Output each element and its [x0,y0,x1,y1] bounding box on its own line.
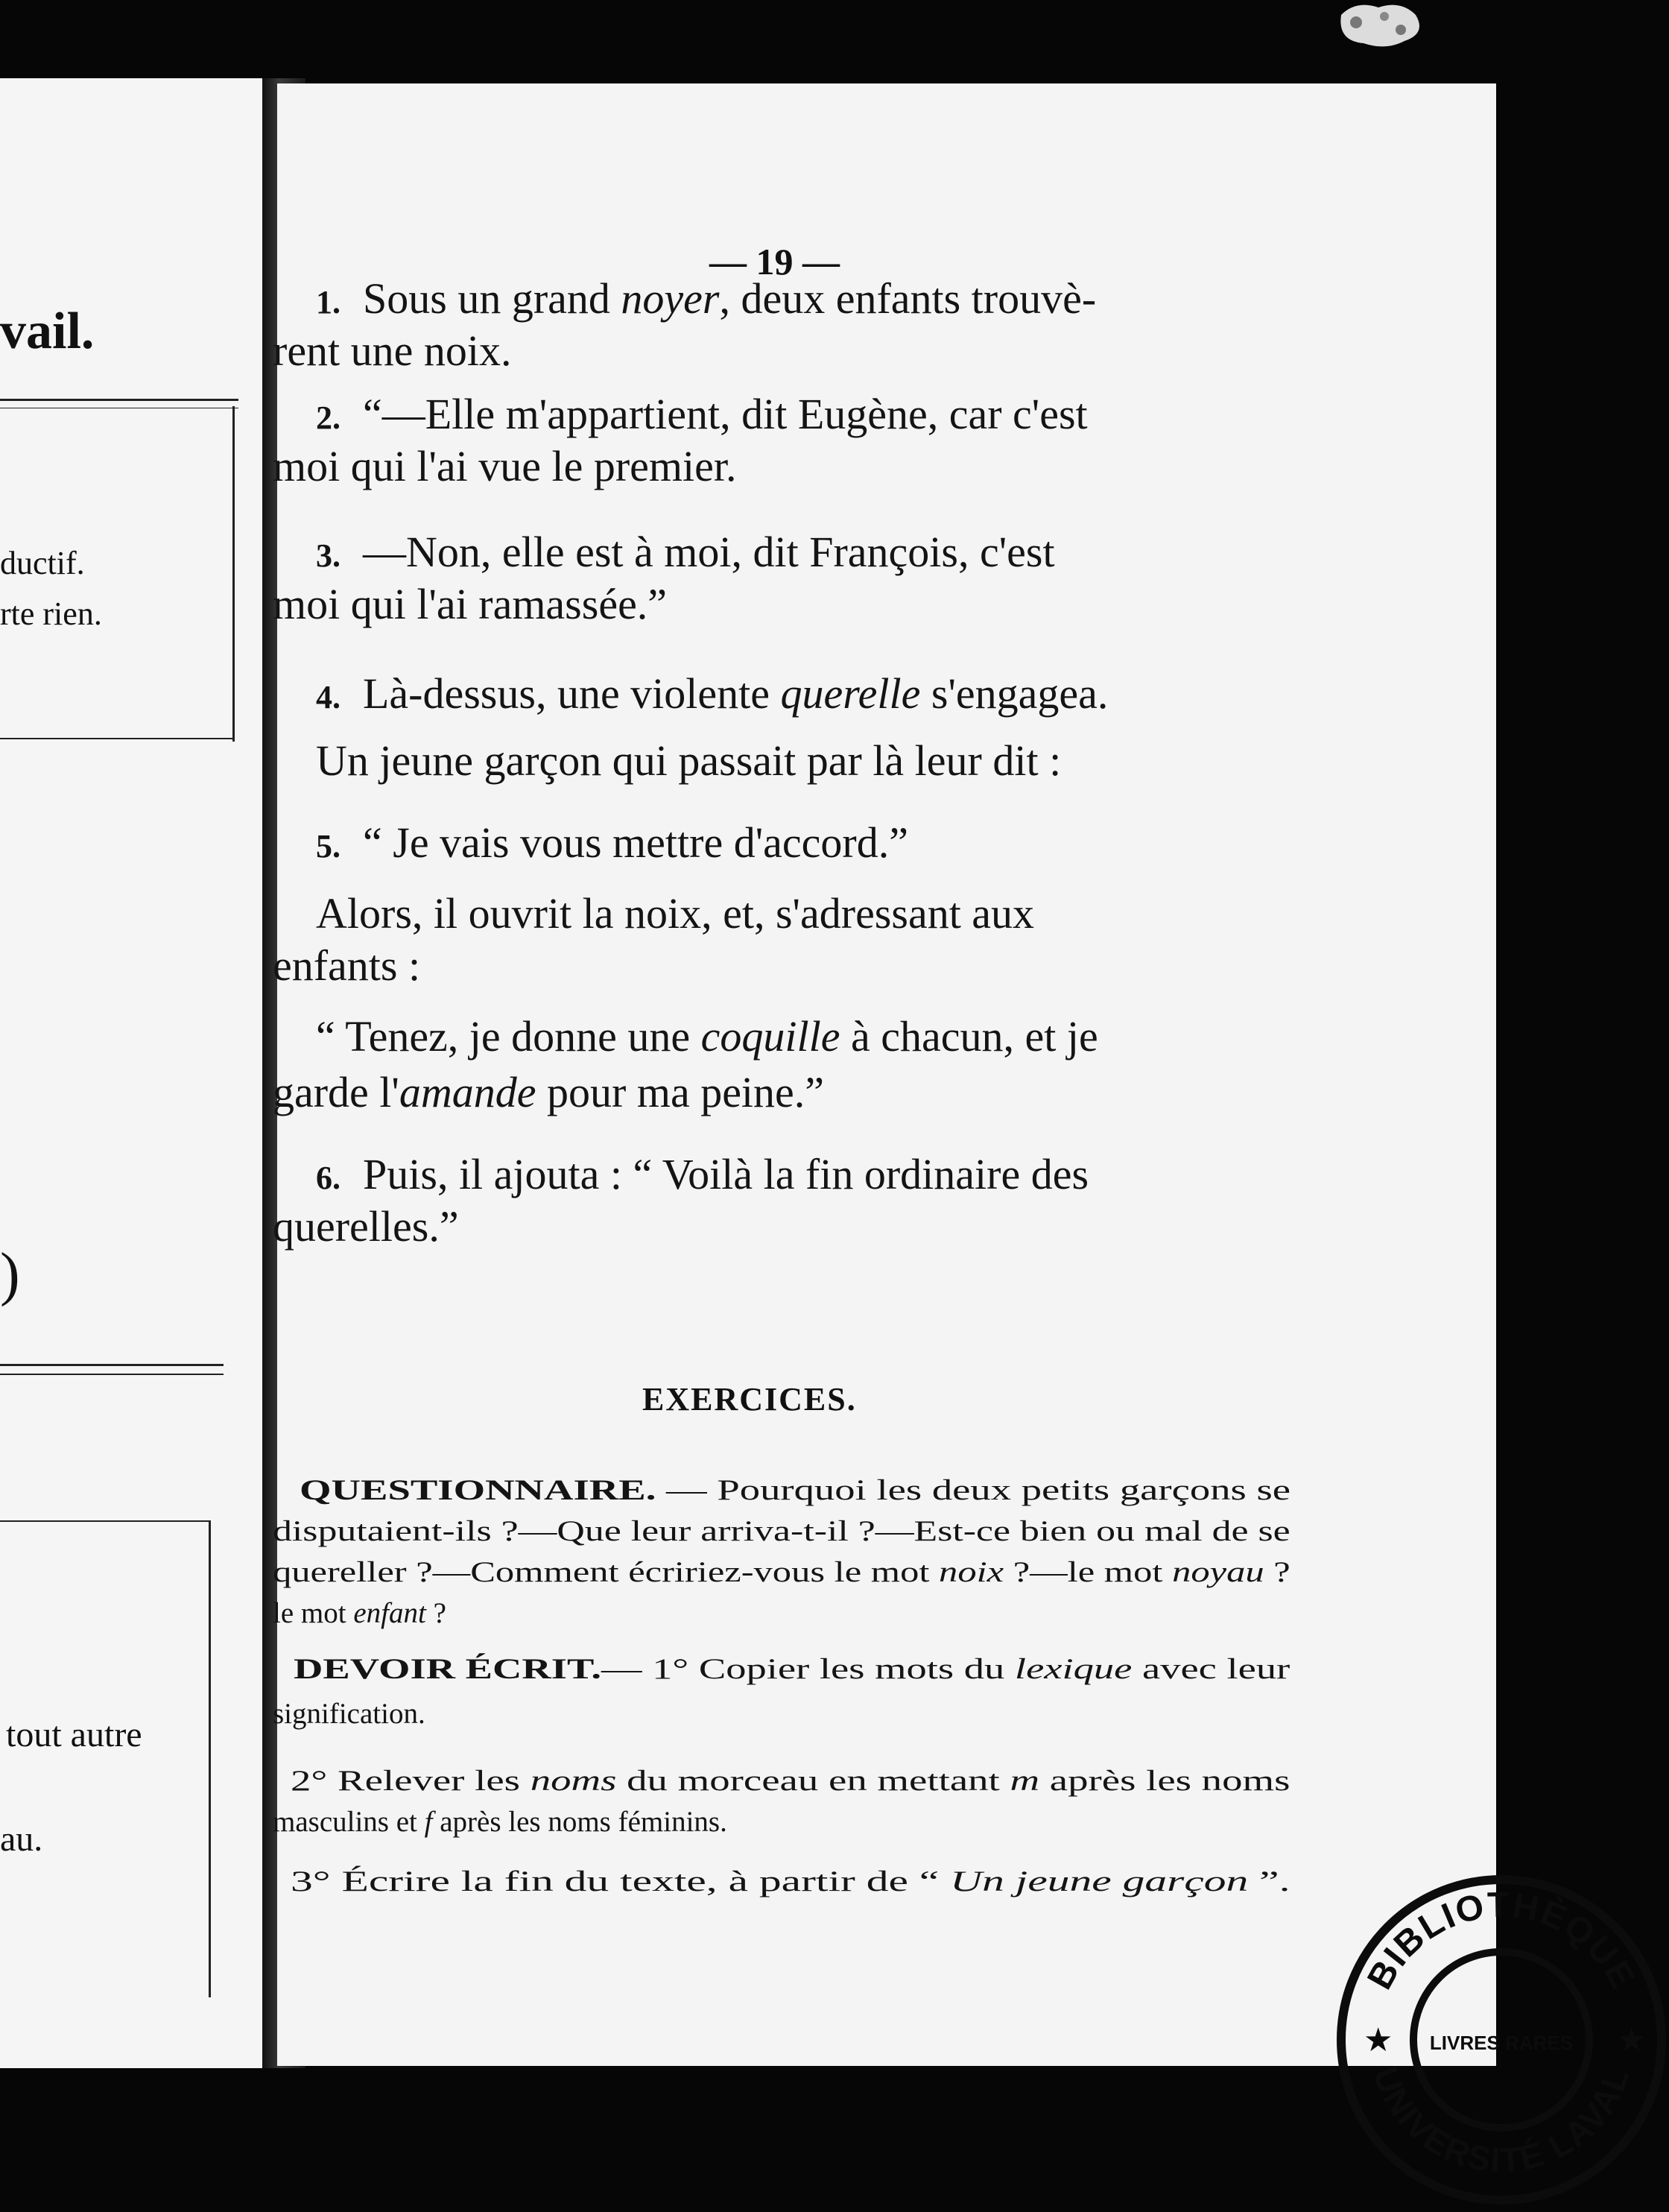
line-text: , deux enfants trouvè- [719,274,1097,323]
story-line [316,736,1061,786]
devoir-line [294,1652,1290,1686]
italic-word: noms [530,1765,617,1797]
story-line [316,527,1055,577]
line-text: “ Je vais vous mettre d'accord.” [363,818,908,867]
previous-page-fragment [0,78,262,2068]
paragraph-number: 1. [316,284,341,320]
line-text: garde l' [273,1068,399,1116]
line-text: rent une noix. [273,326,512,375]
line-text: Là-dessus, une violente [363,669,781,718]
questionnaire-label: QUESTIONNAIRE. [300,1474,656,1506]
line-text: 3° Écrire la fin du texte, à partir de “ [291,1865,951,1897]
story-line [316,274,1096,323]
italic-word: noix [939,1556,1004,1588]
paragraph-number: 6. [316,1160,341,1196]
line-text: ?—le mot [1004,1556,1173,1588]
line-text: après les noms [1039,1765,1290,1797]
left-fragment-line: ductif. [0,545,85,581]
paragraph-number: 3. [316,537,341,574]
line-text: du morceau en mettant [616,1765,1010,1797]
italic-word: querelle [780,669,921,718]
italic-word: amande [399,1068,536,1116]
story-line [316,1149,1089,1199]
left-fragment-title: vail. [0,303,95,360]
story-line [273,579,667,629]
left-rule [0,1374,224,1375]
story-line [316,1011,1098,1061]
line-text: après les noms féminins. [432,1806,727,1838]
devoir-label: DEVOIR ÉCRIT. [294,1653,601,1685]
left-box-border [232,406,235,742]
left-fragment-line: rte rien. [0,595,102,632]
exercises-heading: EXERCICES. [642,1381,857,1418]
line-text: moi qui l'ai vue le premier. [273,442,737,490]
line-text: le mot [273,1597,354,1629]
svg-text:BIBLIOTHÈQUE: BIBLIOTHÈQUE [1360,1885,1643,1996]
questionnaire-line [273,1514,1290,1548]
story-line [273,1067,824,1117]
italic-word: f [424,1806,433,1838]
story-line [273,326,512,376]
line-text: —Non, elle est à moi, dit François, c'est [363,528,1055,576]
line-text: ? [425,1597,446,1629]
line-text: querelles.” [273,1202,459,1251]
line-text: à chacun, et je [840,1012,1098,1061]
line-text: — Pourquoi les deux petits garçons se [656,1474,1290,1506]
line-text: enfants : [273,941,421,990]
line-text: signification. [273,1698,425,1730]
story-line [316,389,1088,439]
left-box-border [209,1520,211,1997]
questionnaire-line [273,1555,1290,1589]
questionnaire-line [300,1473,1290,1507]
italic-word: lexique [1014,1653,1133,1685]
star-icon: ★ [1617,2021,1647,2059]
line-text: — 1° Copier les mots du [601,1653,1015,1685]
library-stamp [1334,1872,1669,2208]
book-page [273,83,1647,2180]
line-text: 2° Relever les [291,1765,531,1797]
line-text: s'engagea. [920,669,1109,718]
line-text: “ Tenez, je donne une [316,1012,701,1061]
left-rule [0,399,238,401]
italic-word: noyer [621,274,720,323]
line-text: Alors, il ouvrit la noix, et, s'adressant aux [316,889,1035,938]
stamp-center-text: LIVRES RARES [1429,2032,1574,2054]
story-line [316,888,1034,938]
page-number: — 19 — [709,241,840,282]
line-text: “—Elle m'appartient, dit Eugène, car c'est [363,390,1088,438]
svg-text:UNIVERSITÉ LAVAL: UNIVERSITÉ LAVAL [1366,2061,1637,2180]
story-line [273,1201,459,1251]
line-text: moi qui l'ai ramassée.” [273,580,668,628]
line-text: Puis, il ajouta : “ Voilà la fin ordinaire des [363,1150,1089,1198]
line-text: disputaient-ils ?—Que leur arriva-t-il ?—Est-ce bien ou mal de se [273,1515,1290,1547]
left-fragment-paren: ) [0,1242,20,1307]
left-rule [0,1520,211,1522]
questionnaire-line [273,1596,446,1630]
paragraph-number: 4. [316,679,341,715]
story-line [316,669,1108,718]
line-text: avec leur [1132,1653,1290,1685]
line-text: quereller ?—Comment écririez-vous le mot [273,1556,940,1588]
devoir-line [291,1865,1290,1898]
italic-word: enfant [353,1597,426,1629]
devoir-line [273,1805,727,1839]
line-text: ”. [1248,1865,1290,1897]
line-text: pour ma peine.” [536,1068,825,1116]
star-icon: ★ [1364,2021,1393,2059]
line-text: ? [1264,1556,1290,1588]
devoir-line [291,1764,1290,1798]
paragraph-number: 2. [316,399,341,436]
paragraph-number: 5. [316,828,341,865]
line-text: Un jeune garçon qui passait par là leur dit : [316,736,1062,785]
line-text: masculins et [273,1806,425,1838]
italic-word: Un jeune garçon [950,1865,1249,1897]
italic-word: noyau [1172,1556,1264,1588]
left-fragment-line: au. [0,1819,43,1859]
line-text: Sous un grand [363,274,621,323]
story-line [316,818,908,868]
devoir-line [273,1697,425,1731]
left-rule [0,738,235,739]
story-line [273,941,420,990]
paper-blot [1326,0,1431,52]
italic-word: m [1010,1765,1040,1797]
left-fragment-line: tout autre [6,1715,142,1754]
left-rule [0,1364,224,1366]
story-line [273,441,737,491]
italic-word: coquille [700,1012,840,1061]
